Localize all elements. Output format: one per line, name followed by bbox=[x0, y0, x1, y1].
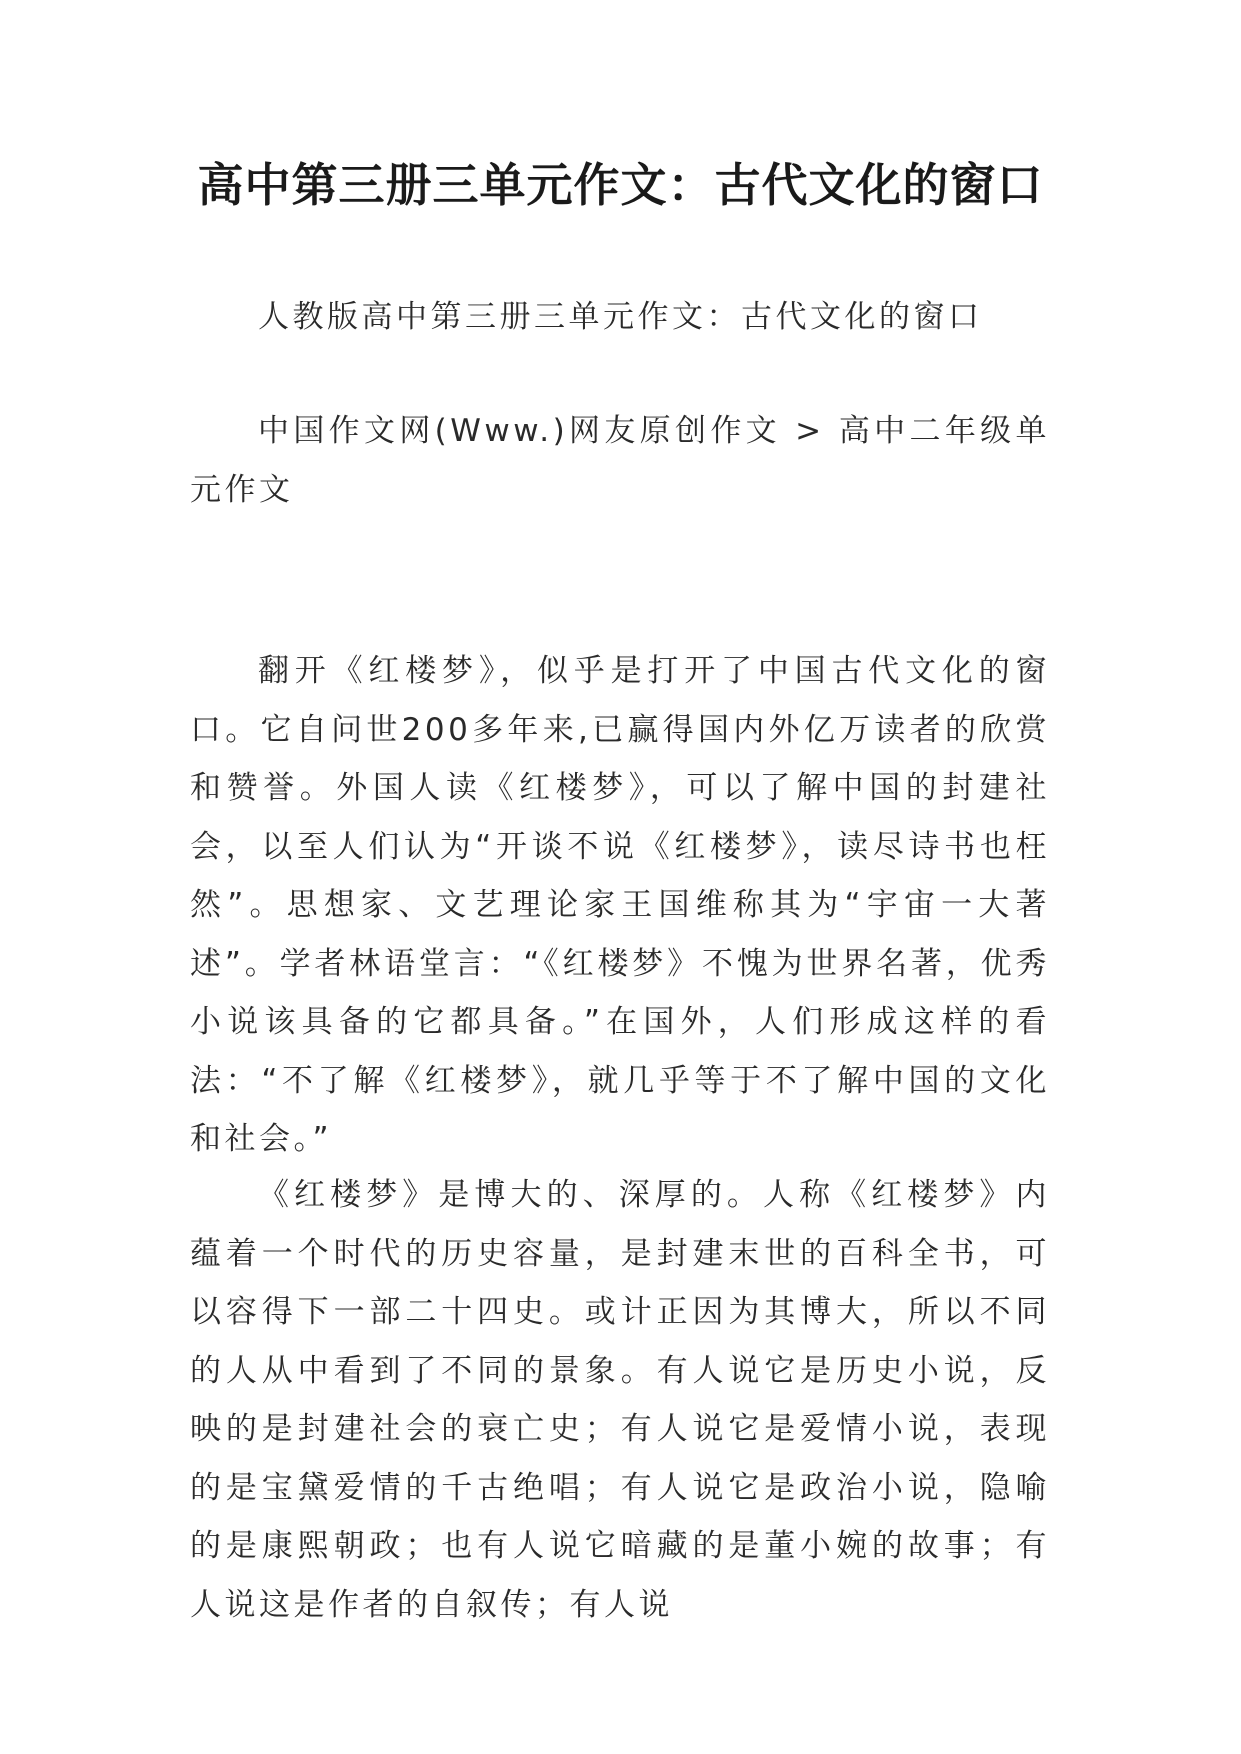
source-line: 中国作文网(Www.)网友原创作文 > 高中二年级单元作文 bbox=[190, 413, 1050, 508]
subtitle-line: 人教版高中第三册三单元作文：古代文化的窗口 bbox=[258, 299, 983, 335]
body-paragraph: 翻开《红楼梦》，似乎是打开了中国古代文化的窗口。它自问世200多年来,已赢得国内外亿万读者的欣赏和赞誉。外国人读《红楼梦》，可以了解中国的封建社会，以至人们认为“开谈不说《红楼梦》，读尽诗书也枉然”。思想家、文艺理论家王国维称其为“宇宙一大著述”。学者林语堂言：“《红楼梦》不愧为世界名著，优秀小说该具备的它都具备。”在国外，人们形成这样的看法：“不了解《红楼梦》，就几乎等于不了解中国的文化和社会。” bbox=[190, 653, 1050, 1157]
body-paragraph: 《红楼梦》是博大的、深厚的。人称《红楼梦》内蕴着一个时代的历史容量，是封建末世的百科全书，可以容得下一部二十四史。或计正因为其博大，所以不同的人从中看到了不同的景象。有人说它是历史小说，反映的是封建社会的衰亡史；有人说它是爱情小说，表现的是宝黛爱情的千古绝唱；有人说它是政治小说，隐喻的是康熙朝政；也有人说它暗藏的是董小婉的故事；有人说这是作者的自叙传；有人说 bbox=[190, 1177, 1050, 1623]
document-title: 高中第三册三单元作文：古代文化的窗口 bbox=[197, 158, 1044, 212]
